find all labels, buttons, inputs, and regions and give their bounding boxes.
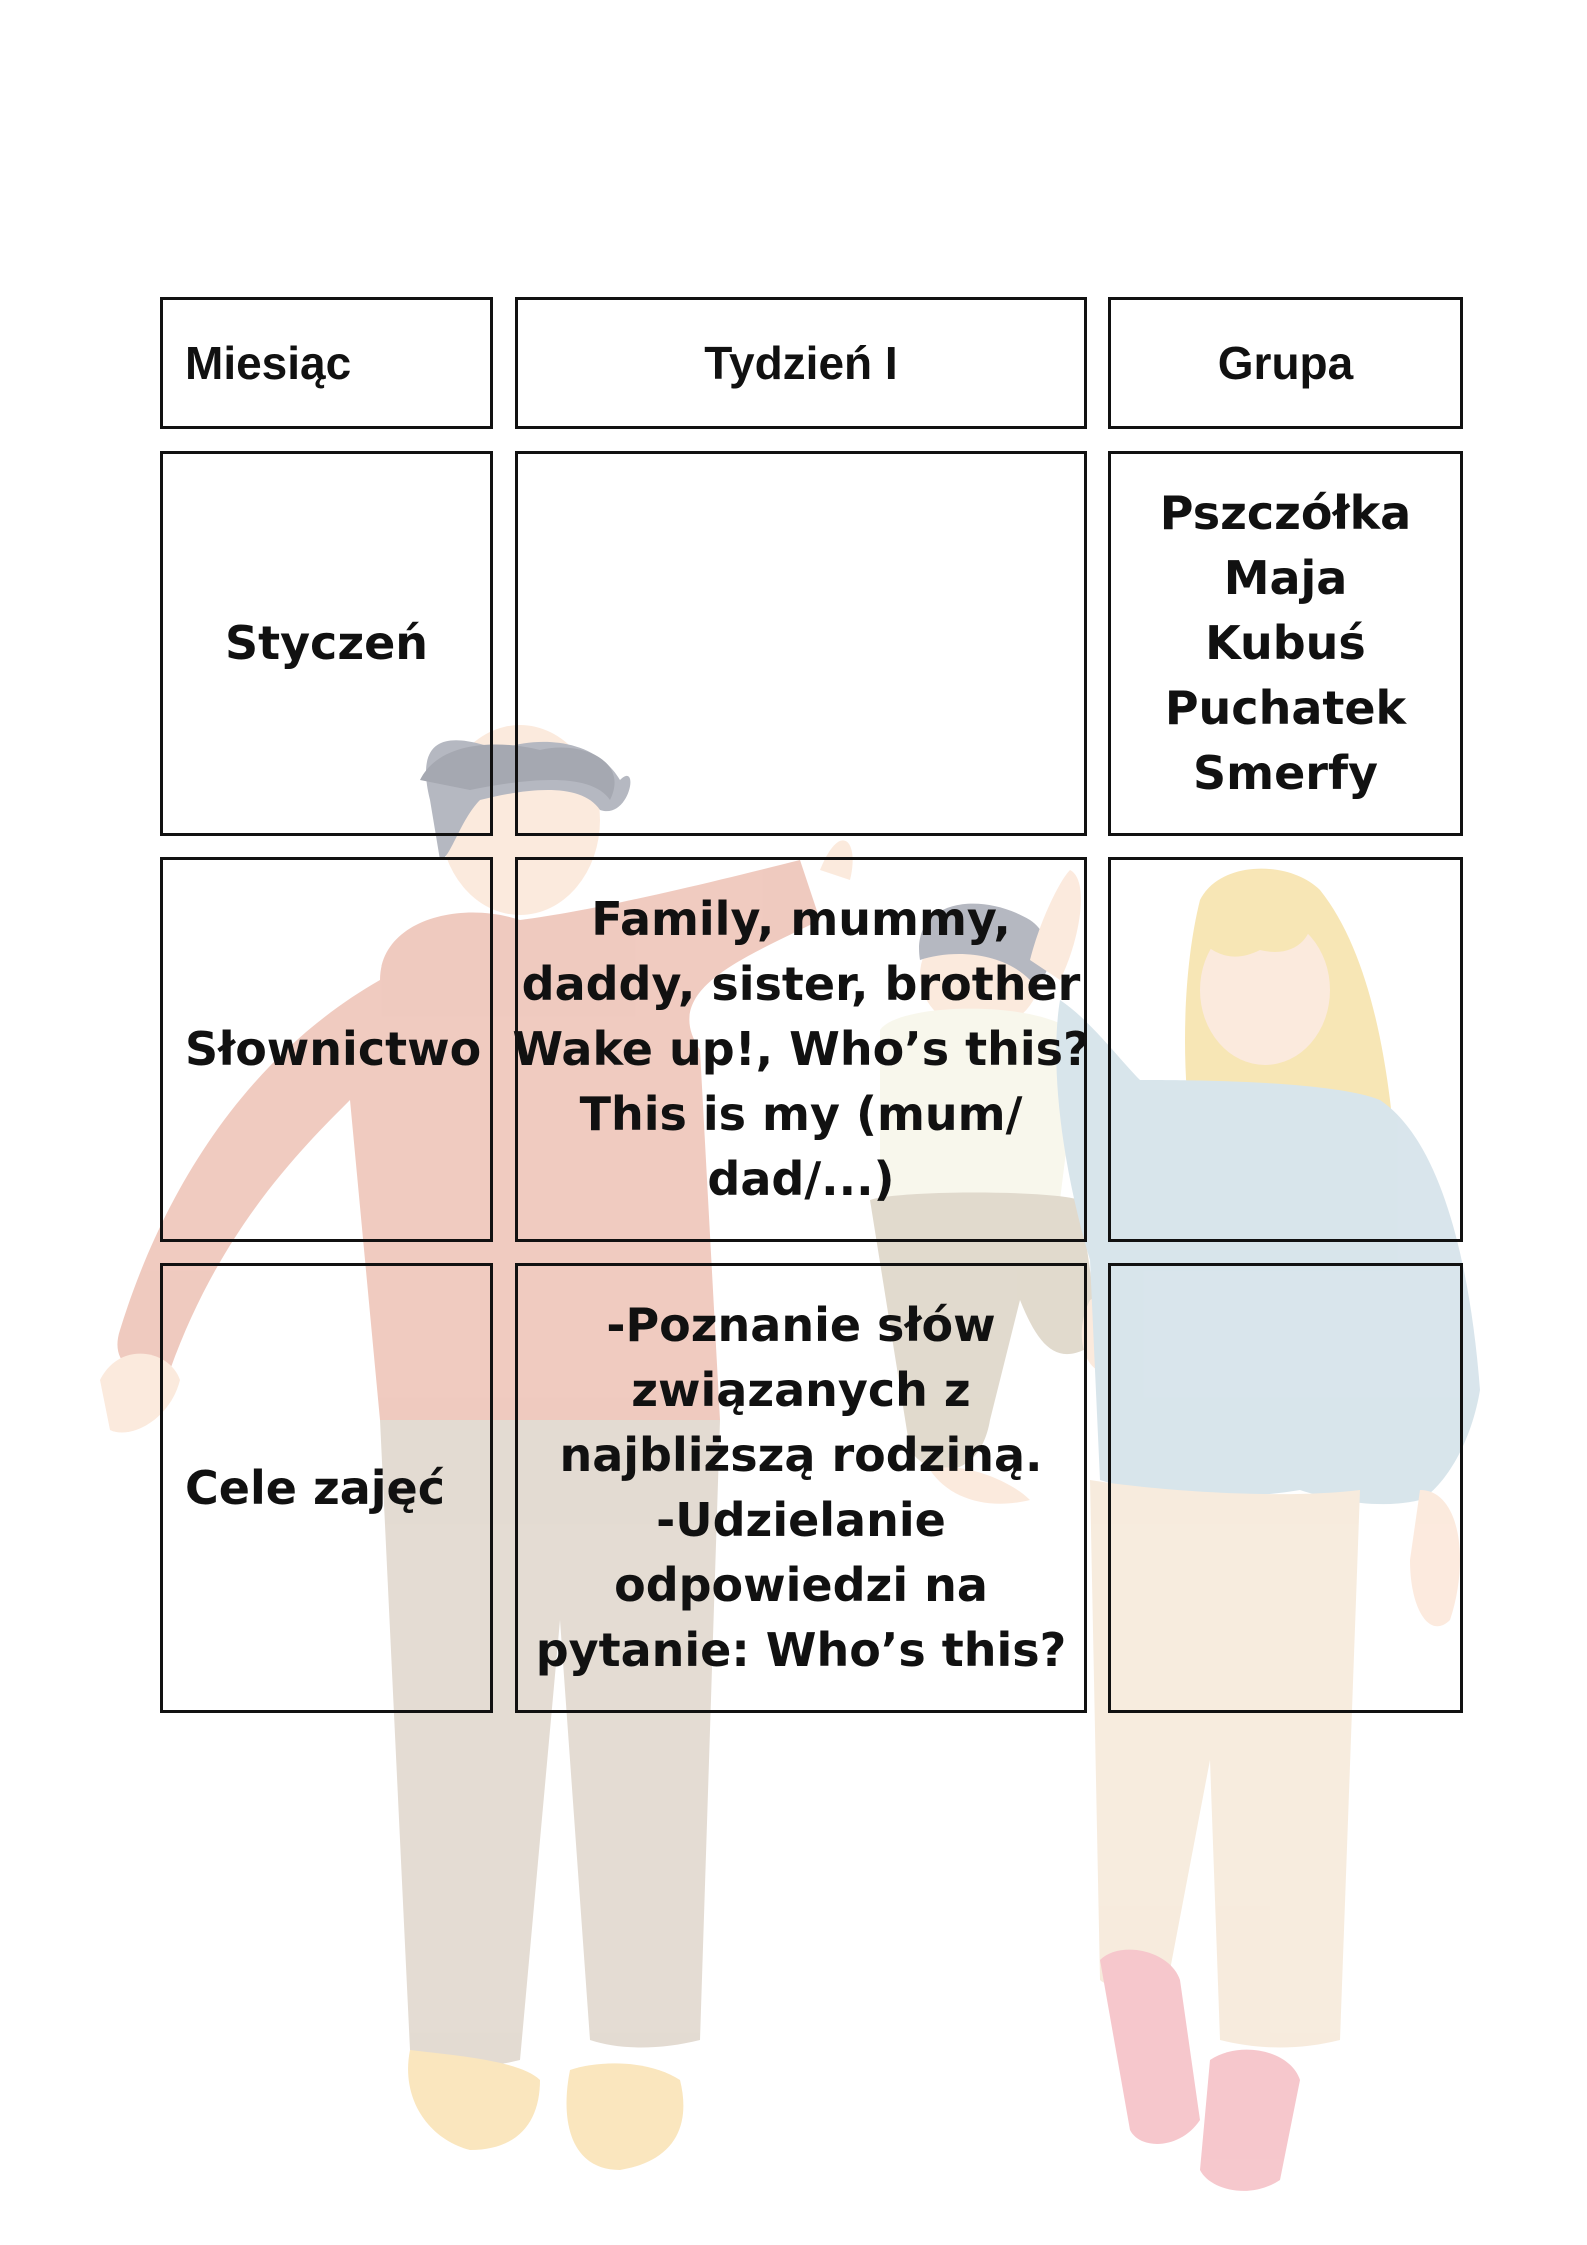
goals-group-cell — [1108, 1263, 1463, 1713]
header-month — [160, 297, 493, 429]
week-cell-empty — [515, 451, 1087, 836]
goals-label: Cele zajęć — [185, 1460, 445, 1515]
vocabulary-label: Słownictwo — [185, 1022, 482, 1076]
vocabulary-line: daddy, sister, brother — [521, 957, 1081, 1011]
goals-content-cell — [515, 1263, 1087, 1713]
vocabulary-line: dad/...) — [707, 1152, 895, 1206]
header-month-label: Miesiąc — [185, 337, 352, 389]
header-week-label: Tydzień I — [704, 337, 898, 389]
goals-line: -Udzielanie — [656, 1493, 946, 1547]
goals-label-cell — [160, 1263, 493, 1713]
group-line: Pszczółka — [1159, 486, 1412, 540]
goals-line: pytanie: Who’s this? — [535, 1623, 1067, 1677]
group-line: Smerfy — [1193, 746, 1378, 800]
header-group-label: Grupa — [1217, 337, 1354, 389]
header-group — [1108, 297, 1463, 429]
vocabulary-line: This is my (mum/ — [579, 1087, 1023, 1141]
goals-line: najbliższą rodziną. — [559, 1428, 1043, 1482]
vocabulary-lines — [512, 887, 1089, 1212]
vocabulary-line: Wake up!, Who’s this? — [512, 1022, 1090, 1076]
group-line: Puchatek — [1164, 681, 1407, 735]
vocabulary-group-cell — [1108, 857, 1463, 1242]
goals-lines — [536, 1293, 1067, 1683]
vocabulary-content-cell — [512, 857, 1090, 1242]
goals-line: odpowiedzi na — [614, 1558, 988, 1612]
header-week — [515, 297, 1087, 429]
group-line: Maja — [1223, 551, 1348, 605]
vocabulary-label-cell — [160, 857, 493, 1242]
vocabulary-line: Family, mummy, — [591, 892, 1011, 946]
goals-line: -Poznanie słów — [606, 1298, 996, 1352]
group-cell — [1108, 451, 1463, 836]
group-list — [1160, 481, 1411, 806]
goals-line: związanych z — [631, 1363, 971, 1417]
month-label: Styczeń — [224, 616, 429, 670]
group-line: Kubuś — [1205, 616, 1366, 670]
month-cell — [160, 451, 493, 836]
